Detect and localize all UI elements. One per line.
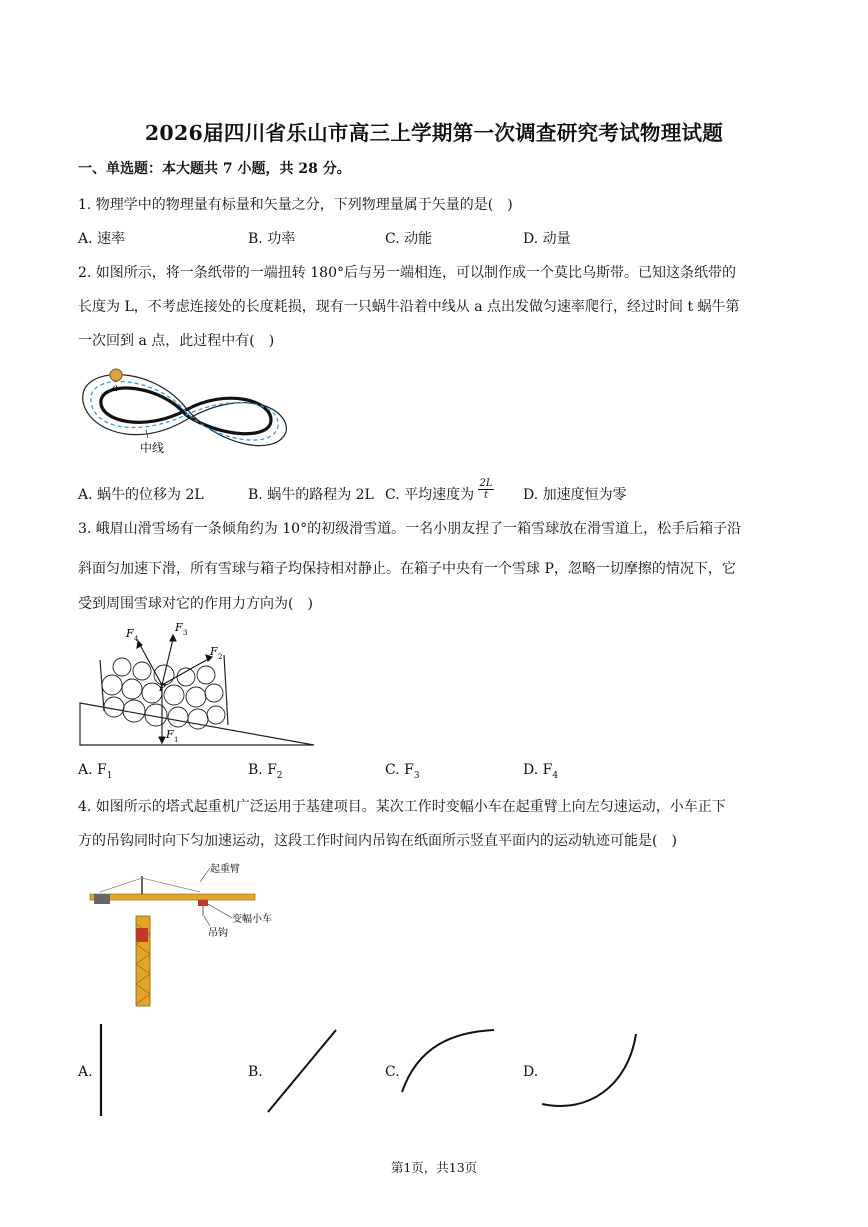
q1-option-c: C. 动能 — [385, 231, 433, 247]
q4-line-2: 方的吊钩同时向下匀加速运动，这段工作时间内吊钩在纸面所示竖直平面内的运动轨迹可能是( ) — [78, 833, 677, 849]
q2-option-c-fraction — [478, 478, 494, 501]
q1-option-d: D. 动量 — [523, 231, 571, 247]
f3-sub: 3 — [183, 629, 188, 637]
q3-line-1: 3. 峨眉山滑雪场有一条倾角约为 10°的初级滑雪道。一名小朋友捏了一箱雪球放在滑雪道上，松手后箱子沿 — [78, 521, 742, 537]
section-heading: 一、单选题：本大题共 7 小题，共 28 分。 — [78, 161, 351, 177]
q3-option-b-text: B. F — [248, 762, 277, 778]
q1-option-b: B. 功率 — [248, 231, 296, 247]
q2-option-a: A. 蜗牛的位移为 2L — [78, 487, 204, 503]
q3-option-c-text: C. F — [385, 762, 414, 778]
f1-sub: 1 — [174, 736, 179, 744]
q3-option-c — [385, 762, 420, 781]
q4-option-b-trajectory — [262, 1024, 342, 1116]
q4-line-1: 4. 如图所示的塔式起重机广泛运用于基建项目。某次工作时变幅小车在起重臂上向左匀速运动，小车正下 — [78, 799, 726, 815]
q3-option-a-sub: 1 — [106, 770, 113, 781]
q3-option-d — [523, 762, 558, 781]
q4-option-a-label: A. — [78, 1064, 93, 1080]
page-footer: 第1页，共13页 — [390, 1160, 478, 1175]
q3-option-a — [78, 762, 112, 781]
q2-line-1: 2. 如图所示，将一条纸带的一端扭转 180°后与另一端相连，可以制作成一个莫比乌斯带。已知这条纸带的 — [78, 265, 736, 281]
page-title: 2026届四川省乐山市高三上学期第一次调查研究考试物理试题 — [144, 121, 724, 145]
point-p-label: P — [159, 683, 166, 694]
q1-option-a: A. 速率 — [78, 231, 126, 247]
q3-option-b — [248, 762, 283, 781]
q4-option-a-trajectory — [92, 1020, 112, 1120]
q3-option-c-sub: 3 — [413, 770, 420, 781]
hook-label: 吊钩 — [208, 928, 228, 939]
mobius-point-label: a — [112, 383, 118, 394]
q3-option-a-text: A. F — [78, 762, 107, 778]
q3-line-2: 斜面匀加速下滑，所有雪球与箱子均保持相对静止。在箱子中央有一个雪球 P，忽略一切摩擦的情况下，它 — [78, 561, 736, 577]
f3-label: F — [175, 621, 183, 634]
q2-option-c: C. 平均速度为 — [385, 487, 475, 503]
q4-option-d-label: D. — [523, 1064, 539, 1080]
q3-option-b-sub: 2 — [276, 770, 283, 781]
q4-option-c-label: C. — [385, 1064, 400, 1080]
f2-sub: 2 — [218, 653, 223, 661]
f2-label: F — [210, 645, 218, 658]
boom-label: 起重臂 — [210, 864, 240, 875]
midline-label: 中线 — [140, 441, 165, 455]
q1-stem: 1. 物理学中的物理量有标量和矢量之分，下列物理量属于矢量的是( ) — [78, 197, 513, 213]
q2-option-d: D. 加速度恒为零 — [523, 487, 627, 503]
fraction-numerator: 2L — [479, 478, 493, 489]
q4-option-d-trajectory — [538, 1030, 642, 1112]
fraction-denominator: t — [483, 490, 489, 501]
mobius-strip-figure — [76, 360, 296, 460]
snowball-box-figure — [78, 615, 318, 750]
q4-option-b-label: B. — [248, 1064, 263, 1080]
q3-line-3: 受到周围雪球对它的作用力方向为( ) — [78, 596, 313, 612]
q3-option-d-text: D. F — [523, 762, 553, 778]
tower-crane-figure — [80, 858, 300, 1008]
q2-line-3: 一次回到 a 点，此过程中有( ) — [78, 333, 275, 349]
f4-sub: 4 — [134, 635, 139, 643]
f1-label: F — [166, 728, 174, 741]
q4-option-c-trajectory — [398, 1026, 498, 1096]
q2-option-b: B. 蜗牛的路程为 2L — [248, 487, 374, 503]
q3-option-d-sub: 4 — [552, 770, 559, 781]
q2-line-2: 长度为 L，不考虑连接处的长度耗损，现有一只蜗牛沿着中线从 a 点出发做匀速率爬行，经过时间 t 蜗牛第 — [78, 299, 740, 315]
trolley-label: 变幅小车 — [232, 914, 272, 925]
f4-label: F — [126, 627, 134, 640]
